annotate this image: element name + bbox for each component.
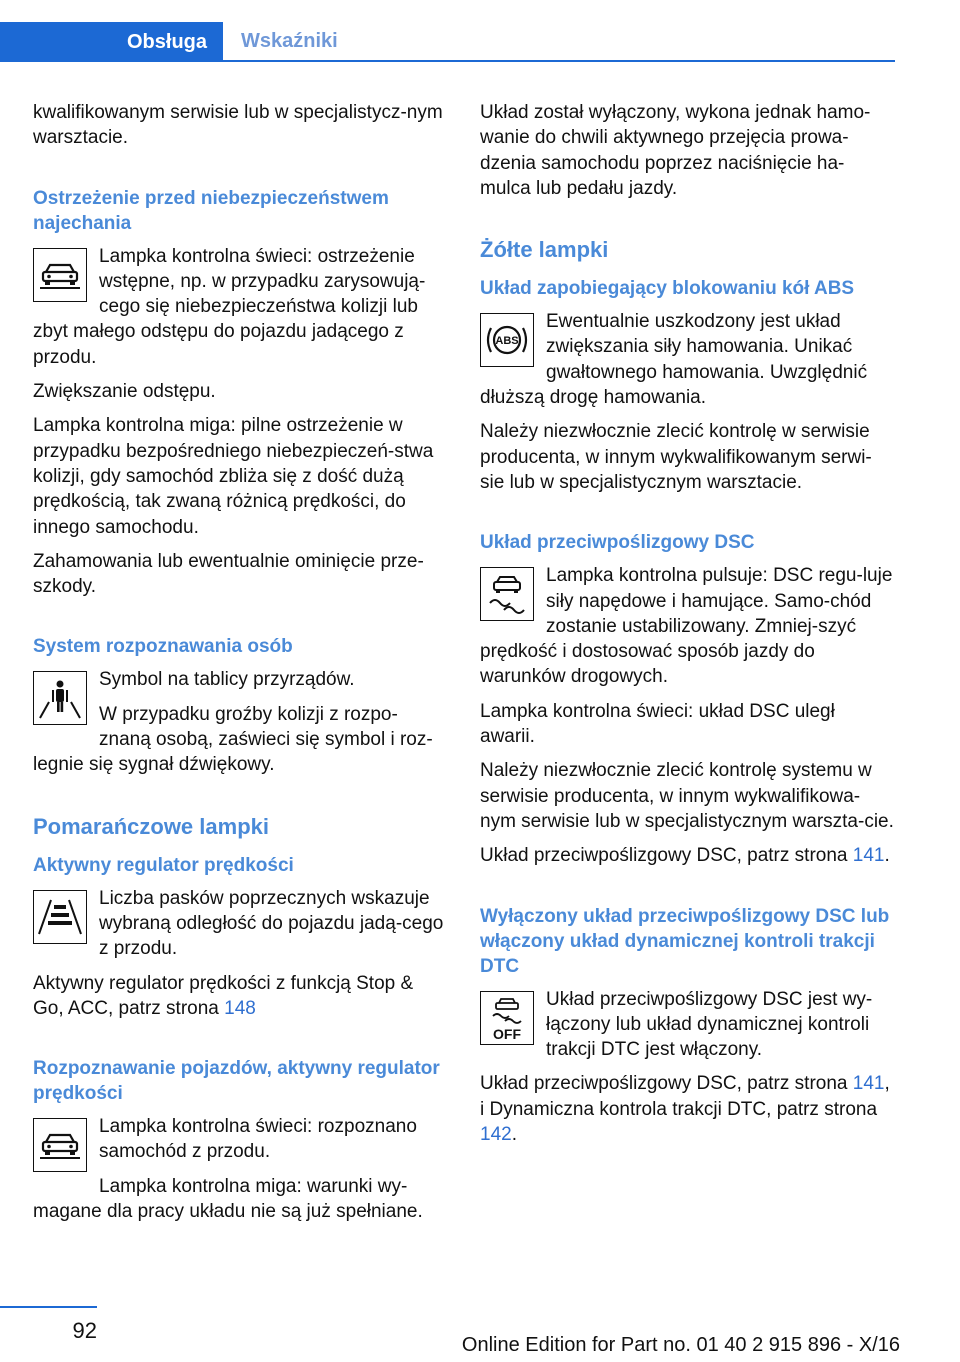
dsc-text-1: Lampka kontrolna pulsuje: DSC regu‐luje siły napędowe i hamujące. Samo‐chód zostanie ustabilizowany. Zmniej‐szyć prędkość i dostosować sposób jazdy do warunków drogowych.: [480, 565, 893, 688]
dsc-off-text: Układ przeciwpoślizgowy DSC jest wy‐łączony lub układ dynamicznej kontroli trakcji DTC jest włączony.: [546, 988, 873, 1061]
right-intro-text: Układ został wyłączony, wykona jednak hamo‐wanie do chwili aktywnego przejęcia prowa‐dzenia samochodu poprzez naciśnięcie ha‐mulca lub pedału jazdy.: [480, 102, 871, 199]
acc-heading: Aktywny regulator prędkości: [33, 854, 294, 876]
collision-warning-block: [33, 244, 448, 379]
dsc-off-icon: [480, 991, 534, 1045]
vehicle-detection-heading: Rozpoznawanie pojazdów, aktywny regulator prędkości: [33, 1058, 440, 1105]
abs-text-1: Ewentualnie uszkodzony jest układ zwiększania siły hamowania. Unikać gwałtownego hamowania. Uwzględnić dłuższą drogę hamowania.: [480, 311, 868, 409]
page-link-141[interactable]: 141: [852, 845, 885, 867]
footer-accent-line: [0, 1306, 97, 1308]
dsc-off-icon-label: OFF: [493, 1025, 521, 1041]
dsc-ref-text: Układ przeciwpoślizgowy DSC, patrz strona 141.: [480, 845, 890, 867]
vehicle-detection-text-2: Lampka kontrolna miga: warunki wy‐magane dla pracy układu nie są już spełniane.: [33, 1175, 423, 1223]
collision-brake-text: Zahamowania lub ewentualnie ominięcie prze‐szkody.: [33, 550, 424, 598]
page-number: 92: [72, 1318, 97, 1343]
collision-distance-text: Zwiększanie odstępu.: [33, 381, 216, 403]
car-icon: [33, 1118, 87, 1172]
person-detection-text-2: W przypadku groźby kolizji z rozpo‐znaną osobą, zaświeci się symbol i roz‐legnie się sygnał dźwiękowy.: [33, 703, 433, 776]
abs-icon-label: ABS: [495, 335, 519, 348]
dsc-skid-icon: [480, 567, 534, 621]
person-detection-text-1: Symbol na tablicy przyrządów.: [99, 669, 355, 691]
person-detection-block: [33, 667, 448, 786]
collision-warning-heading: Ostrzeżenie przed niebezpieczeństwem najechania: [33, 187, 389, 234]
tab-obsluga[interactable]: Obsługa: [0, 22, 223, 62]
edition-footer: Online Edition for Part no. 01 40 2 915 896 - X/16: [461, 1334, 900, 1356]
car-warning-icon: [33, 248, 87, 302]
pedestrian-icon: [33, 671, 87, 725]
dsc-block: [480, 563, 895, 698]
page-link-141-b[interactable]: 141: [852, 1073, 885, 1095]
acc-block: [33, 886, 448, 971]
tab-wskazniki[interactable]: Wskaźniki: [241, 29, 338, 52]
page-link-148[interactable]: 148: [224, 997, 256, 1019]
dsc-heading: Układ przeciwpoślizgowy DSC: [480, 532, 755, 554]
dsc-off-heading: Wyłączony układ przeciwpoślizgowy DSC lub włączony układ dynamicznej kontroli trakcji DTC: [480, 905, 890, 977]
distance-bars-icon: [33, 890, 87, 944]
header-underline: [223, 60, 895, 62]
right-column: [480, 100, 895, 1156]
abs-heading: Układ zapobiegający blokowaniu kół ABS: [480, 278, 855, 300]
orange-lamps-heading: Pomarańczowe lampki: [33, 813, 269, 839]
acc-text: Liczba pasków poprzecznych wskazuje wybraną odległość do pojazdu jadą‐cego z przodu.: [99, 887, 444, 960]
dsc-off-block: [480, 987, 895, 1072]
yellow-lamps-heading: Żółte lampki: [480, 237, 609, 263]
vehicle-detection-block: [33, 1114, 448, 1233]
abs-icon: [480, 313, 534, 367]
dsc-off-ref-text: Układ przeciwpoślizgowy DSC, patrz strona 141, i Dynamiczna kontrola trakcji DTC, patrz strona 142.: [480, 1073, 890, 1146]
header-tabs: [0, 22, 895, 62]
collision-urgent-text: Lampka kontrolna miga: pilne ostrzeżenie w przypadku bezpośredniego niebezpieczeń‐stwa kolizji, gdy samochód zbliża się z dość dużą prędkością, tak zwaną różnicą prędkości, do innego samochodu.: [33, 415, 434, 538]
dsc-text-3: Należy niezwłocznie zlecić kontrolę systemu w serwisie producenta, w innym wykwalifikowa‐nym serwisie lub w specjalistycznym warszta‐cie.: [480, 760, 894, 832]
acc-ref-text: Aktywny regulator prędkości z funkcją Stop & Go, ACC, patrz strona 148: [33, 972, 414, 1019]
abs-block: [480, 309, 895, 419]
page-link-142[interactable]: 142: [480, 1124, 512, 1146]
person-detection-heading: System rozpoznawania osób: [33, 636, 293, 658]
left-column: [33, 100, 448, 1233]
left-intro-text: kwalifikowanym serwisie lub w specjalistycz‐nym warsztacie.: [33, 102, 443, 149]
collision-warning-text: Lampka kontrolna świeci: ostrzeżenie wstępne, np. w przypadku zarysowują‐cego się niebezpieczeństwa kolizji lub zbyt małego odstępu do pojazdu jadącego z przodu.: [33, 245, 426, 368]
dsc-text-2: Lampka kontrolna świeci: układ DSC uległ awarii.: [480, 700, 835, 748]
abs-text-2: Należy niezwłocznie zlecić kontrolę w serwisie producenta, w innym wykwalifikowanym serwi‐sie lub w specjalistycznym warsztacie.: [480, 421, 872, 493]
vehicle-detection-text-1: Lampka kontrolna świeci: rozpoznano samochód z przodu.: [99, 1116, 417, 1163]
